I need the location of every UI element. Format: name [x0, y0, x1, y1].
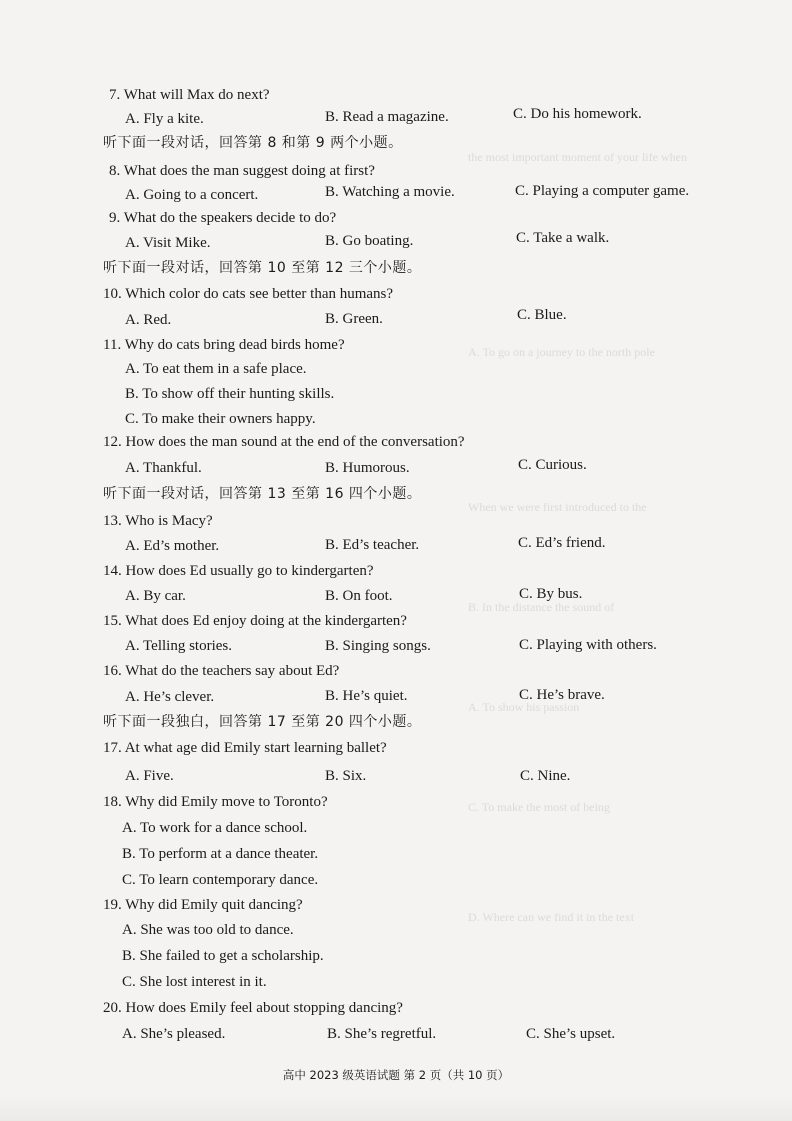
question-17: 17. At what age did Emily start learning ballet? — [103, 740, 387, 756]
option-7a: A. Fly a kite. — [125, 111, 204, 127]
section-instruction-1: 听下面一段对话，回答第 8 和第 9 两个小题。 — [103, 135, 403, 151]
section-instruction-4: 听下面一段独白，回答第 17 至第 20 四个小题。 — [103, 714, 422, 730]
section-instruction-3: 听下面一段对话，回答第 13 至第 16 四个小题。 — [103, 486, 422, 502]
option-18c: C. To learn contemporary dance. — [122, 872, 319, 888]
option-20c: C. She’s upset. — [526, 1026, 616, 1042]
option-10c: C. Blue. — [517, 307, 567, 323]
option-15b: B. Singing songs. — [325, 638, 431, 654]
option-15a: A. Telling stories. — [125, 638, 232, 654]
option-13a: A. Ed’s mother. — [125, 538, 220, 554]
option-8a: A. Going to a concert. — [125, 187, 259, 203]
option-14a: A. By car. — [125, 588, 186, 604]
page-bottom-shadow — [0, 1095, 792, 1121]
question-16: 16. What do the teachers say about Ed? — [103, 663, 340, 679]
option-13c: C. Ed’s friend. — [518, 535, 606, 551]
option-9b: B. Go boating. — [325, 233, 414, 249]
option-8c: C. Playing a computer game. — [515, 183, 690, 199]
question-14: 14. How does Ed usually go to kindergarten? — [103, 563, 374, 579]
question-7: 7. What will Max do next? — [109, 87, 270, 103]
option-7b: B. Read a magazine. — [325, 109, 449, 125]
question-8: 8. What does the man suggest doing at first? — [109, 163, 375, 179]
option-17c: C. Nine. — [520, 768, 571, 784]
question-20: 20. How does Emily feel about stopping dancing? — [103, 1000, 403, 1016]
option-20a: A. She’s pleased. — [122, 1026, 226, 1042]
option-12c: C. Curious. — [518, 457, 587, 473]
option-7c: C. Do his homework. — [513, 106, 642, 122]
option-11c: C. To make their owners happy. — [125, 411, 316, 427]
option-19c: C. She lost interest in it. — [122, 974, 267, 990]
option-13b: B. Ed’s teacher. — [325, 537, 420, 553]
option-20b: B. She’s regretful. — [327, 1026, 437, 1042]
option-11b: B. To show off their hunting skills. — [125, 386, 335, 402]
option-19a: A. She was too old to dance. — [122, 922, 294, 938]
option-19b: B. She failed to get a scholarship. — [122, 948, 324, 964]
question-10: 10. Which color do cats see better than humans? — [103, 286, 394, 302]
option-16a: A. He’s clever. — [125, 689, 215, 705]
section-instruction-2: 听下面一段对话，回答第 10 至第 12 三个小题。 — [103, 260, 422, 276]
option-17a: A. Five. — [125, 768, 174, 784]
option-12a: A. Thankful. — [125, 460, 202, 476]
question-18: 18. Why did Emily move to Toronto? — [103, 794, 328, 810]
option-10a: A. Red. — [125, 312, 172, 328]
exam-page: the most important moment of your life when A. To go on a journey to the north pole When we were first introduced to the B. In the distance the sound of A. To show his passion C. To make the most of being D. Where can we find it in the text 7. What will Max do next? A. Fly a kite. B. Read a magazine. C. Do his homework. 听下面一段对话，回答第 8 和第 9 两个小题。 8. What does the man suggest doing at first? A. Going to a concert. B. Watching a movie. C. Playing a computer game. 9. What do the speakers decide to do? A. Visit Mike. B. Go boating. C. Take a walk. 听下面一段对话，回答第 10 至第 12 三个小题。 10. Which color do cats see better than humans? A. Red. B. Green. C. Blue. 11. Why do cats bring dead birds home? A. To eat them in a safe place. B. To show off their hunting skills. C. To make their owners happy. 12. How does the man sound at the end of the conversation? A. Thankful. B. Humorous. C. Curious. 听下面一段对话，回答第 13 至第 16 四个小题。 13. Who is Macy? A. Ed’s mother. B. Ed’s teacher. C. Ed’s friend. 14. How does Ed usually go to kindergarten? A. By car. B. On foot. C. By bus. 15. What does Ed enjoy doing at the kindergarten? A. Telling stories. B. Singing songs. C. Playing with others. 16. What do the teachers say about Ed? A. He’s clever. B. He’s quiet. C. He’s brave. 听下面一段独白，回答第 17 至第 20 四个小题。 17. At what age did Emily start learning ballet? A. Five. B. Six. C. Nine. 18. Why did Emily move to Toronto? A. To work for a dance school. B. To perform at a dance theater. C. To learn contemporary dance. 19. Why did Emily quit dancing? A. She was too old to dance. B. She failed to get a scholarship. C. She lost interest in it. 20. How does Emily feel about stopping dancing? A. She’s pleased. B. She’s regretful. C. She’s upset. 高中 2023 级英语试题 第 2 页（共 10 页） — [0, 0, 792, 1121]
option-18a: A. To work for a dance school. — [122, 820, 308, 836]
option-14b: B. On foot. — [325, 588, 393, 604]
option-12b: B. Humorous. — [325, 460, 410, 476]
option-16c: C. He’s brave. — [519, 687, 605, 703]
option-15c: C. Playing with others. — [519, 637, 657, 653]
option-9c: C. Take a walk. — [516, 230, 610, 246]
option-11a: A. To eat them in a safe place. — [125, 361, 307, 377]
question-11: 11. Why do cats bring dead birds home? — [103, 337, 345, 353]
page-footer: 高中 2023 级英语试题 第 2 页（共 10 页） — [282, 1068, 510, 1082]
question-15: 15. What does Ed enjoy doing at the kindergarten? — [103, 613, 407, 629]
question-9: 9. What do the speakers decide to do? — [109, 210, 337, 226]
option-8b: B. Watching a movie. — [325, 184, 455, 200]
option-16b: B. He’s quiet. — [325, 688, 408, 704]
option-14c: C. By bus. — [519, 586, 583, 602]
question-12: 12. How does the man sound at the end of the conversation? — [103, 434, 465, 450]
question-19: 19. Why did Emily quit dancing? — [103, 897, 303, 913]
option-9a: A. Visit Mike. — [125, 235, 211, 251]
option-18b: B. To perform at a dance theater. — [122, 846, 319, 862]
option-10b: B. Green. — [325, 311, 383, 327]
option-17b: B. Six. — [325, 768, 367, 784]
question-13: 13. Who is Macy? — [103, 513, 213, 529]
